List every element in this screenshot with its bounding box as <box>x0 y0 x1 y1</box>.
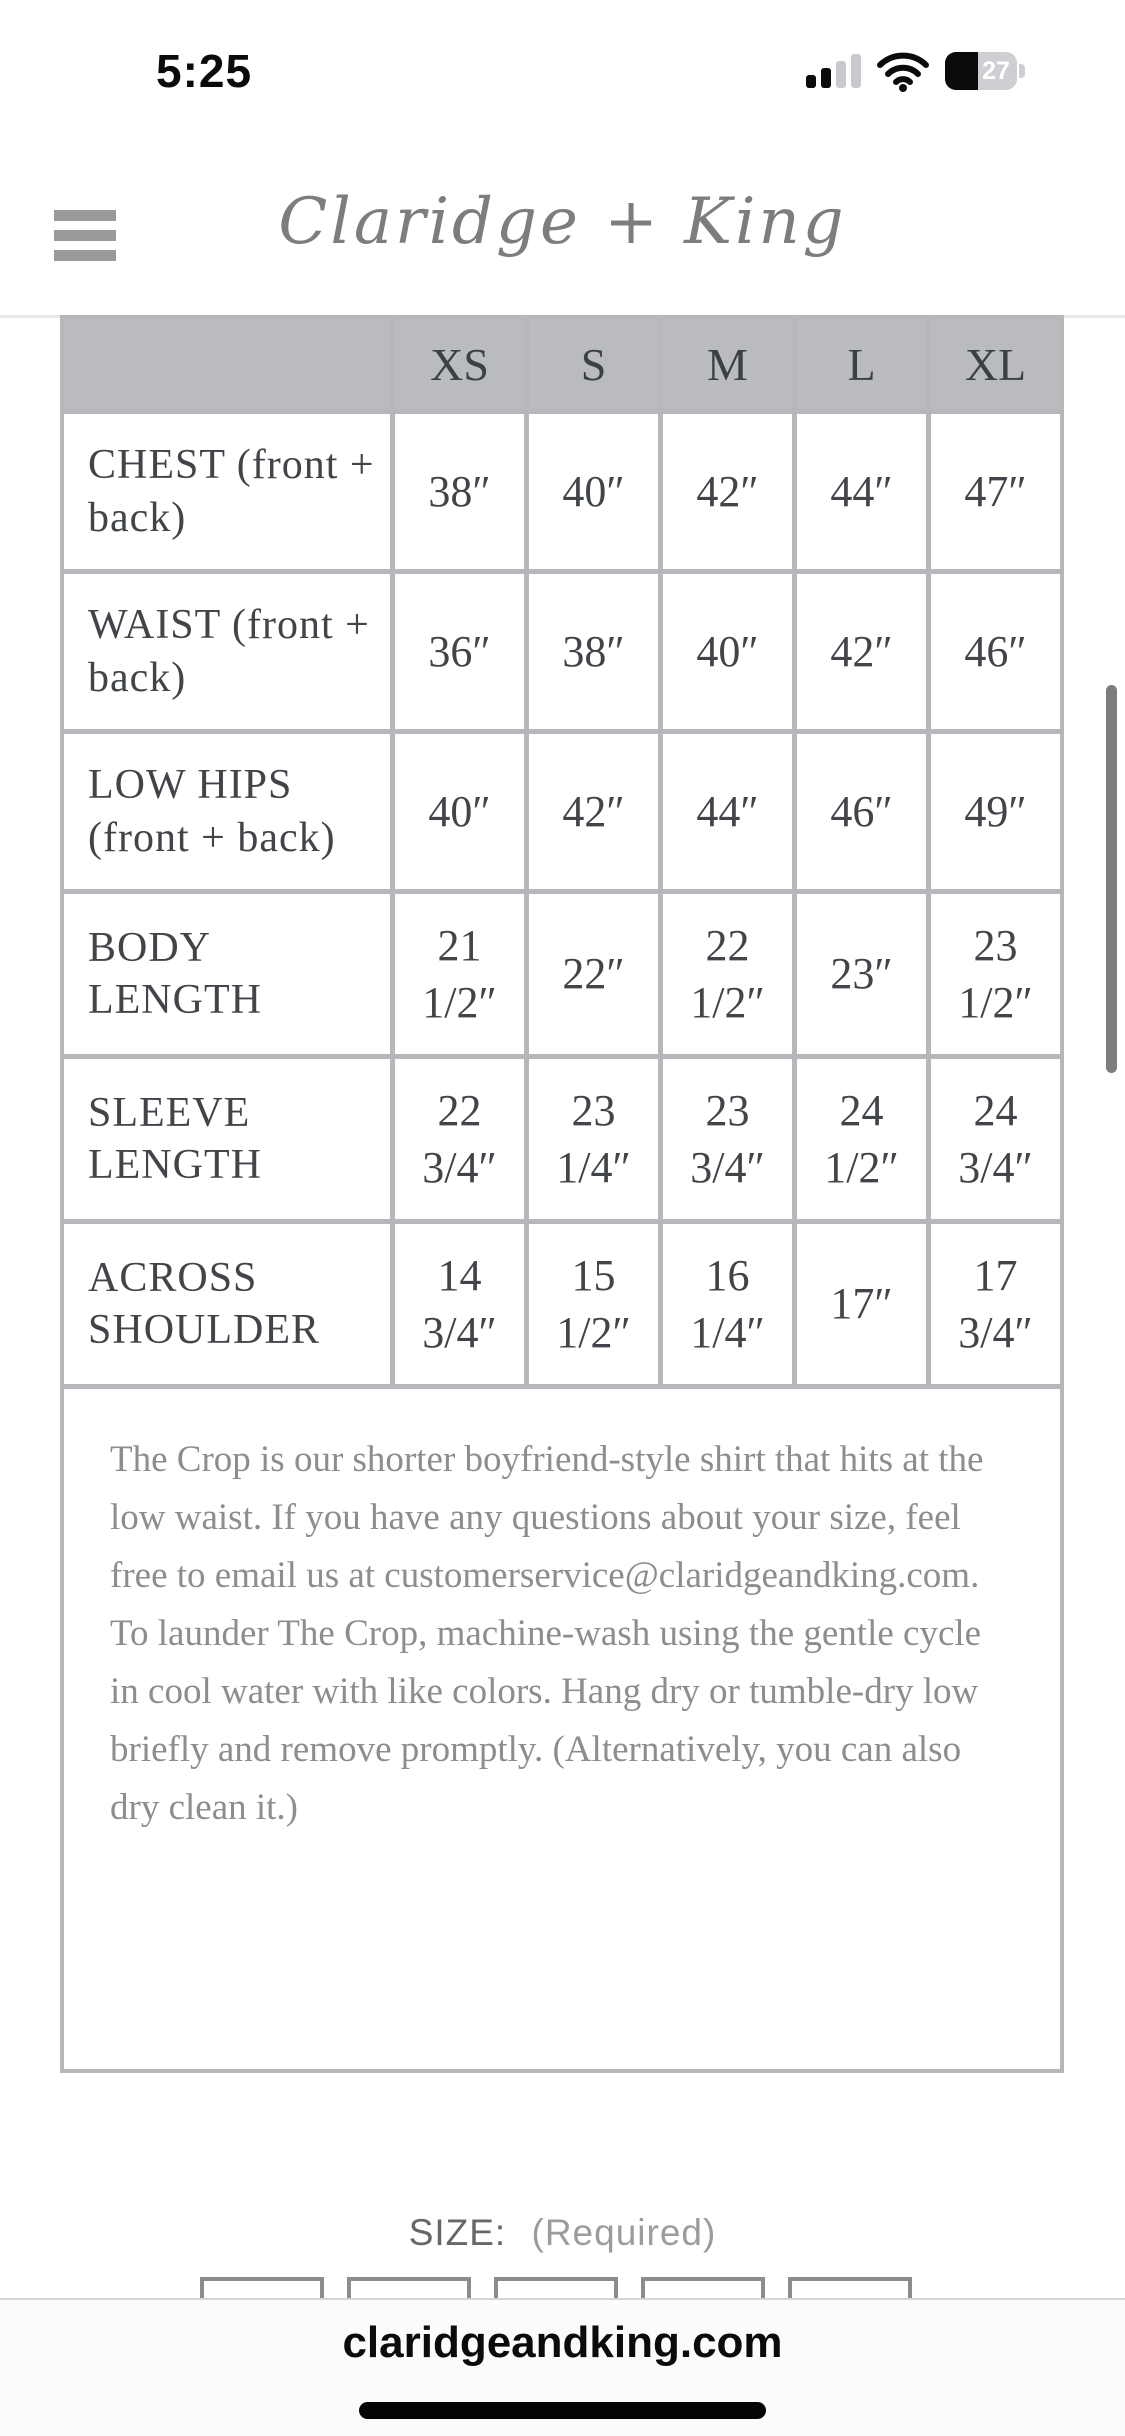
size-chart-cell: 14 3/4″ <box>395 1224 524 1384</box>
status-icons <box>806 50 1025 92</box>
product-description-box <box>64 1384 1060 2069</box>
size-chart-row-label: CHEST (front + back) <box>64 414 390 569</box>
size-chart-cell: 24 3/4″ <box>931 1059 1060 1219</box>
size-chart-row-label: BODY LENGTH <box>64 894 390 1054</box>
size-chart-column-header: L <box>797 319 926 409</box>
size-required-note: (Required) <box>531 2212 717 2253</box>
size-chart-cell: 22″ <box>529 894 658 1054</box>
size-chart-cell: 46″ <box>797 734 926 889</box>
size-chart-cell: 47″ <box>931 414 1060 569</box>
wifi-icon <box>877 50 929 92</box>
size-chart-column-header: XL <box>931 319 1060 409</box>
size-chart-cell: 17 3/4″ <box>931 1224 1060 1384</box>
size-chart-cell: 46″ <box>931 574 1060 729</box>
product-description-text: The Crop is our shorter boyfriend-style shirt that hits at the low waist. If you have any questions about your size, feel free to email us at customerservice@claridgeandking.com. To launder The Crop, machine-wash using the gentle cycle in cool water with like colors. Hang dry or tumble-dry low briefly and remove promptly. (Alternatively, you can also dry clean it.) <box>110 1439 984 1828</box>
battery-percent: 27 <box>982 56 1010 85</box>
size-chart-cell: 44″ <box>663 734 792 889</box>
size-chart-cell: 23 1/2″ <box>931 894 1060 1054</box>
size-chart-sheet <box>60 315 1064 2073</box>
size-chart-cell: 40″ <box>663 574 792 729</box>
size-chart-cell: 44″ <box>797 414 926 569</box>
size-chart-cell: 15 1/2″ <box>529 1224 658 1384</box>
size-chart-cell: 16 1/4″ <box>663 1224 792 1384</box>
size-chart-cell: 38″ <box>529 574 658 729</box>
size-chart-cell: 42″ <box>663 414 792 569</box>
size-chart-table <box>64 319 1060 1384</box>
size-chart-cell: 22 1/2″ <box>663 894 792 1054</box>
size-chart-cell: 24 1/2″ <box>797 1059 926 1219</box>
size-chart-corner-cell <box>64 319 390 409</box>
brand-logo[interactable]: Claridge + King <box>278 185 847 259</box>
size-chart-column-header: M <box>663 319 792 409</box>
home-indicator[interactable] <box>359 2402 766 2419</box>
status-bar <box>0 0 1125 130</box>
size-chart-cell: 17″ <box>797 1224 926 1384</box>
size-label: SIZE: <box>408 2212 507 2253</box>
size-chart-cell: 42″ <box>797 574 926 729</box>
size-chart-cell: 40″ <box>529 414 658 569</box>
size-chart-cell: 36″ <box>395 574 524 729</box>
size-chart-column-header: S <box>529 319 658 409</box>
size-selector-label-row <box>0 2212 1125 2254</box>
size-chart-cell: 40″ <box>395 734 524 889</box>
size-chart-cell: 23 3/4″ <box>663 1059 792 1219</box>
browser-bottom-bar[interactable] <box>0 2298 1125 2436</box>
size-chart-cell: 38″ <box>395 414 524 569</box>
scrollbar-thumb[interactable] <box>1106 685 1117 1073</box>
size-chart-cell: 23″ <box>797 894 926 1054</box>
battery-icon <box>945 52 1025 90</box>
size-chart-cell: 49″ <box>931 734 1060 889</box>
cellular-signal-icon <box>806 54 861 88</box>
size-chart-cell: 23 1/4″ <box>529 1059 658 1219</box>
size-chart-row-label: LOW HIPS (front + back) <box>64 734 390 889</box>
size-chart-row-label: WAIST (front + back) <box>64 574 390 729</box>
size-chart-cell: 22 3/4″ <box>395 1059 524 1219</box>
clock-time: 5:25 <box>156 45 253 97</box>
url-address[interactable]: claridgeandking.com <box>342 2318 783 2367</box>
size-chart-cell: 21 1/2″ <box>395 894 524 1054</box>
size-chart-cell: 42″ <box>529 734 658 889</box>
size-chart-column-header: XS <box>395 319 524 409</box>
size-chart-row-label: SLEEVE LENGTH <box>64 1059 390 1219</box>
site-header <box>0 130 1125 315</box>
size-chart-row-label: ACROSS SHOULDER <box>64 1224 390 1384</box>
